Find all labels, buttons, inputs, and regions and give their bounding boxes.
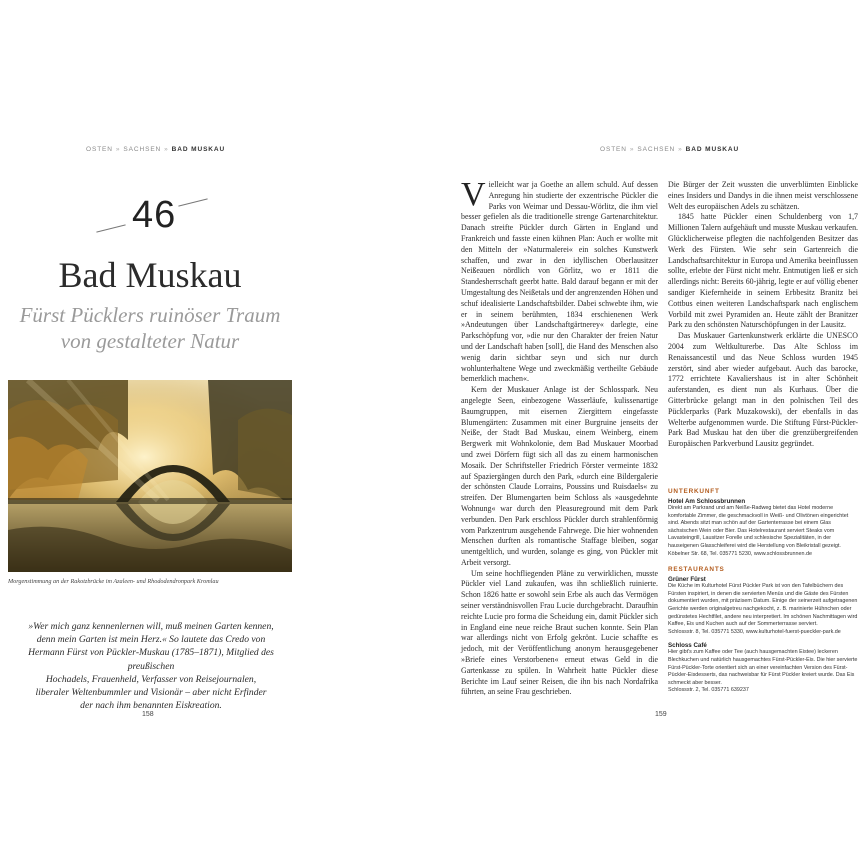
- text-column-2: [668, 180, 858, 450]
- breadcrumb-separator: »: [115, 146, 121, 153]
- breadcrumb: [86, 146, 225, 153]
- intro-quote: [10, 620, 292, 712]
- page-number: 158: [142, 711, 154, 718]
- breadcrumb-separator: »: [629, 146, 635, 153]
- hotel-description: Direkt am Parkrand und am Neiße-Radweg bietet das Hotel moderne komfortable Zimmer, die geschmackvoll in Weiß- und Olivtönen eingerichtet sind. Abends sitzt man schön auf der Gartenterrasse bei einem Glas sächsischen Wein oder Bier. Das Hotelrestaurant serviert Steaks vom Lavasteingrill, Lausitzer Forelle und schlesische Spezialitäten, in der hauseigenen Glasschleiferei wird die Herstellung von Bleikristall gezeigt.: [668, 505, 849, 549]
- photo-caption: Morgenstimmung an der Rakotzbrücke im Azaleen- und Rhododendronpark Kromlau: [8, 578, 219, 585]
- paragraph: [461, 176, 658, 385]
- paragraph: 1845 hatte Pückler einen Schuldenberg von 1,7 Millionen Talern aufgehäuft und musste Muskau verkaufen. Glücklicherweise pflegten die nachfolgenden Besitzer das Werk des Fürsten. Wie sehr sein Gartenreich die Landschaftsarchitektur in Europa und Amerika beeinflussen sollte, erlebte der Fürst nicht mehr. Entmutigen ließ er sich allerdings nicht: Bereits 60-jährig, legte er auf völlig ebener sandiger Kiefernheide in seinem Erbbesitz Branitz bei Cottbus einen weiteren Landschaftspark nach englischem Vorbild mit zwei Pyramiden an. Heute zählt der Branitzer Park zu den schönsten Naturschöpfungen in der Lausitz.: [668, 212, 858, 330]
- quote-line: der nach ihm benannten Eiskreation.: [80, 700, 222, 712]
- breadcrumb-region: OSTEN: [86, 146, 113, 153]
- breadcrumb: [600, 146, 739, 153]
- restaurant-description: Die Küche im Kulturhotel Fürst Pückler Park ist von den Tafelbüchern des Fürsten inspiriert, in denen die servierten Menüs und die Gäste des Fürsten dokumentiert wurden, mit präzisem Datum. Einige der seinerzeit aufgetragenen Gerichte werden originalgetreu nachgekocht, z. B. marinierte Hühnchen oder gedünstetes Hechtfilet, andere neu interpretiert. Im schönen Nachmittagen wird Kaffee, Eis und Kuchen auch auf der Sommerterrasse serviert.: [668, 583, 858, 628]
- restaurant-address: Schlossstr. 8, Tel. 035771 5330, www.kulturhotel-fuerst-pueckler-park.de: [668, 628, 841, 635]
- chapter-number-block: [96, 190, 216, 240]
- breadcrumb-separator: »: [164, 146, 169, 153]
- quote-line: liberaler Weltenbummler und Visionär – aber nicht Erfinder: [35, 687, 267, 699]
- restaurant-address: Schlossstr. 2, Tel. 035771 639237: [668, 687, 749, 694]
- breadcrumb-current: BAD MUSKAU: [685, 146, 740, 153]
- page-title: Bad Muskau: [58, 255, 242, 295]
- quote-line: Hochadels, Frauenheld, Verfasser von Reisejournalen,: [45, 673, 257, 685]
- page-subtitle: [0, 302, 300, 354]
- chapter-number: 46: [132, 194, 177, 236]
- quote-line: »Wer mich ganz kennenlernen will, muß meinen Garten kennen,: [28, 621, 274, 632]
- restaurant-name: Schloss Café: [668, 642, 707, 650]
- paragraph: Die Bürger der Zeit wussten die unverblümten Einblicke eines Insiders und Dandys in die ihnen meist verschlossene Welt des europäischen Adels zu schätzen.: [668, 180, 858, 211]
- restaurant-name: Grüner Fürst: [668, 576, 706, 584]
- breadcrumb-state: SACHSEN: [123, 146, 162, 153]
- breadcrumb-current: BAD MUSKAU: [171, 146, 226, 153]
- text-column-1: [461, 176, 658, 698]
- breadcrumb-separator: »: [678, 146, 683, 153]
- paragraph-text: ielleicht war ja Goethe an allem schuld. Auf dessen Anregung hin studierte der exzentrische Pückler die Parks von Weimar und Dessau-Wörlitz, die ihm viel besser gefielen als die traditionelle strenge Gartenarchitektur. Danach streifte Pückler durch Gärten in England und Frankreich und fasste einen kühnen Plan: Auch er wollte mit den Mitteln der »Naturmalerei« ein solches Kunstwerk schaffen, und zwar in den idyllischen Oberlausitzer Neißeauen nördlich von Görlitz, wo er 1811 die Standesherrschaft geerbt hatte. Bald darauf begann er mit der Umgestaltung des Neißetals und der angrenzenden Höhen und schuf idealisierte Landschaftsbilder. Dabei schwebte ihm, wie er in seinem berühmten, 1834 erschienenen Werk »Andeutungen über Landschaftgärtnerey« darlegte, eine Parkschöpfung vor, »die nur den Charakter der freien Natur und der Landschaft haben [soll], die Hand des Menschen also wenig darin sichtbar seyn und sich nur durch wohlunterhaltene Wege und zweckmäßig vertheilte Gebäude bemerklich machen«.: [461, 180, 658, 384]
- restaurant-description: Hier gibt's zum Kaffee oder Tee (auch hausgemachten Eistee) leckeren Blechkuchen und natürlich hausgemachtes Fürst-Pückler-Eis. Die hier servierte Fürst-Pückler-Torte orientiert sich an einer vereinfachten Version des Fürst-Pückler-Eisdesserts, das nachweisbar für Fürst Pückler kreiert wurde. Das Eis schmeckt aber besser.: [668, 649, 858, 686]
- bridge-photo: [8, 380, 292, 572]
- page-number: 159: [655, 711, 667, 718]
- rakotz-bridge-image: [8, 380, 292, 572]
- hotel-name: Hotel Am Schlossbrunnen: [668, 498, 746, 505]
- rule-right: [178, 198, 207, 206]
- rule-left: [96, 224, 125, 232]
- quote-line: denn mein Garten ist mein Herz.« So lautete das Credo von: [36, 634, 266, 646]
- info-box: [668, 488, 858, 695]
- breadcrumb-region: OSTEN: [600, 146, 627, 153]
- subtitle-line: von gestalteter Natur: [60, 329, 240, 353]
- section-heading-restaurants: RESTAURANTS: [668, 566, 725, 574]
- quote-line: Hermann Fürst von Pückler-Muskau (1785–1871), Mitglied des preußischen: [28, 647, 274, 672]
- hotel-address: Köbelner Str. 68, Tel. 035771 5230, www.schlossbrunnen.de: [668, 550, 813, 557]
- breadcrumb-state: SACHSEN: [637, 146, 676, 153]
- paragraph: Kern der Muskauer Anlage ist der Schlosspark. Neu angelegte Seen, einbezogene Wasserläufe, kulissenartige Baumgruppen, mit eisernen Ziergittern eingefasste Blumengärten: Zusammen mit einer Burgruine jenseits der Neiße, der Stadt Bad Muskau, einem Weinberg, einem Bergwerk mit Wohnkolonie, dem Bad Muskauer Moorbad und zwei Dörfern fügt sich all das zu einem harmonischen Mosaik. Der Schriftsteller Friedrich Förster vermeinte 1832 auf Spaziergängen durch den Park, »durch eine Bildergalerie der schönsten Claude Lorrains, Poussins und Ruisdaels« zu streifen. Der Blumengarten beim Schloss als »ausgedehnte Wohnung« war durch den Pleasureground mit dem Park verbunden. Den Park erschloss Pückler durch strahlenförmig vom Parkzentrum ausgehende Fahrwege. Die hier wohnenden Menschen durften als romantische Staffage bleiben, sogar unentgeltlich, und wurden, solange es ging, von Pückler mit Arbeit versorgt.: [461, 385, 658, 567]
- paragraph: Um seine hochfliegenden Pläne zu verwirklichen, musste Pückler viel Land zukaufen, was ihn schließlich ruinierte. Schon 1826 hatte er sowohl sein Erbe als auch das Vermögen seiner verständnisvollen Frau Lucie durchgebracht. Daraufhin reichte Lucie pro forma die Scheidung ein, damit Pückler sich in England eine neue reiche Braut suchen konnte. Sein Plan war allerdings nicht von Erfolg gekrönt. Lucie schaffte es jedoch, mit der Veröffentlichung anonym herausgegebener »Briefe eines Verstorbenen« erneut etwas Geld in die Gartenkasse zu spülen. In Wahrheit hatte Pückler diese Berichte im Lauf seiner Reisen, die ihn bis nach Nordafrika führten, an seine Frau geschrieben.: [461, 568, 658, 697]
- paragraph: Das Muskauer Gartenkunstwerk erklärte die UNESCO 2004 zum Weltkulturerbe. Das Alte Schloss im Renaissancestil und das Neue Schloss wurden 1945 zerstört, sind aber wieder aufgebaut. Auch das barocke, 1772 errichtete Kavaliershaus ist in alter Schönheit auferstanden, es dient nun als Kurhaus. Über die Gitterbrücke gelangt man in den polnischen Teil des Pücklerparks (Park Muzakowski), der ebenfalls in das Welterbe aufgenommen wurde. Die Stiftung Fürst-Pückler-Park Bad Muskau hat den über die grenzübergreifenden Europäischen Parkverbund Lausitz gegründet.: [668, 331, 858, 449]
- drop-cap: V: [461, 176, 486, 213]
- section-heading-unterkunft: UNTERKUNFT: [668, 488, 720, 495]
- subtitle-line: Fürst Pücklers ruinöser Traum: [19, 303, 281, 327]
